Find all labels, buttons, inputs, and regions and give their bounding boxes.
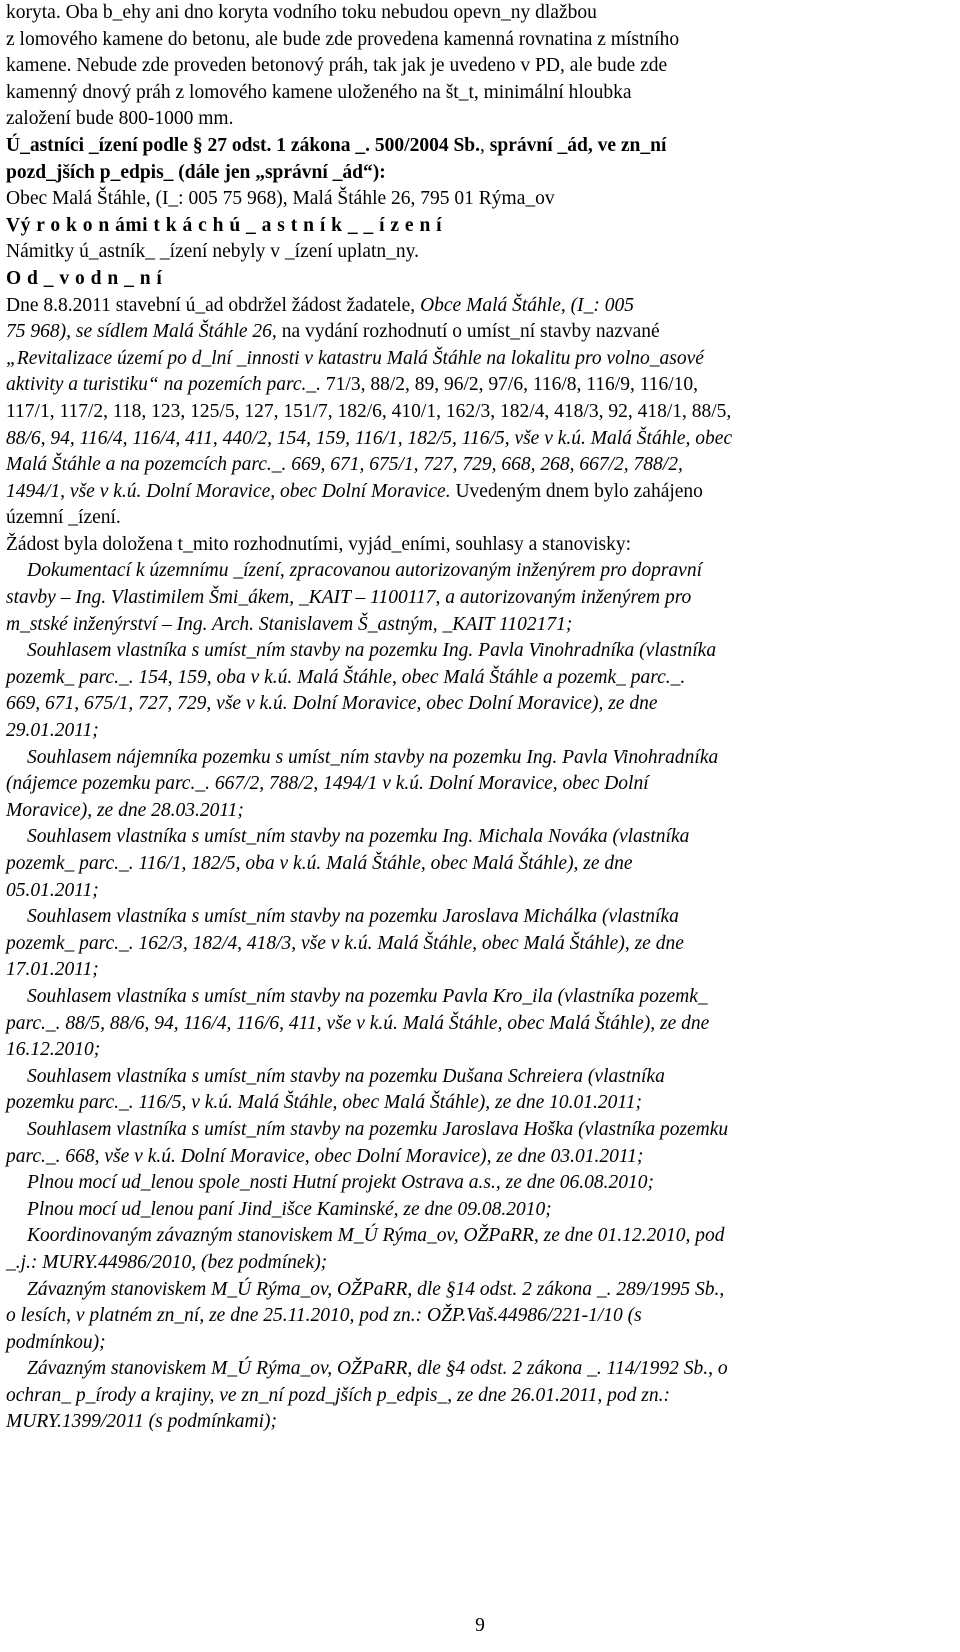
text-run: _.j.: MURY.44986/2010, (bez podmínek); <box>6 1251 328 1273</box>
doc-7-line-1 <box>6 1064 956 1091</box>
doc-8-line-1 <box>6 1117 956 1144</box>
text-run: „Revitalizace území po d_lní _innosti v katastru Malá Štáhle na lokalitu pro volno_asové <box>6 347 704 369</box>
doc-13-line-1 <box>6 1356 956 1383</box>
objections-heading <box>6 213 956 240</box>
doc-1-line-2 <box>6 585 956 612</box>
doc-12-line-3 <box>6 1330 956 1357</box>
doc-1-line-1 <box>6 558 956 585</box>
doc-12-line-2 <box>6 1303 956 1330</box>
text-run: Dokumentací k územnímu _ízení, zpracovanou autorizovaným inženýrem pro dopravní <box>27 560 702 582</box>
text-run: územní _ízení. <box>6 507 121 529</box>
text-run: kamene. Nebude zde proveden betonový práh, tak jak je uvedeno v PD, ale bude zde <box>6 55 668 77</box>
text-run: m_stské inženýrství – Ing. Arch. Stanislavem Š_astným, _KAIT 1102171; <box>6 613 573 635</box>
text-run: parc._. 88/5, 88/6, 94, 116/4, 116/6, 411, vše v k.ú. Malá Štáhle, obec Malá Štáhle), ze dne <box>6 1012 710 1034</box>
reasoning-line-1 <box>6 293 956 320</box>
text-run: Obec Malá Štáhle, (I_: 005 75 968), Malá Štáhle 26, 795 01 Rýma_ov <box>6 188 555 210</box>
doc-5-line-2 <box>6 931 956 958</box>
intro-line-3 <box>6 53 956 80</box>
text-run: Souhlasem vlastníka s umíst_ním stavby na pozemku Jaroslava Hoška (vlastníka pozemku <box>27 1118 729 1140</box>
text-run: Žádost byla doložena t_mito rozhodnutími, vyjád_eními, souhlasy a stanovisky: <box>6 533 631 555</box>
doc-4-line-1 <box>6 824 956 851</box>
doc-6-line-2 <box>6 1011 956 1038</box>
doc-13-line-2 <box>6 1383 956 1410</box>
text-run: 75 968), se sídlem Malá Štáhle 26, <box>6 321 277 343</box>
text-run: parc._. 668, vše v k.ú. Dolní Moravice, obec Dolní Moravice), ze dne 03.01.2011; <box>6 1145 644 1167</box>
text-run: pozemk_ parc._. 116/1, 182/5, oba v k.ú. Malá Štáhle, obec Malá Štáhle), ze dne <box>6 853 633 874</box>
participants-heading-2 <box>6 160 956 187</box>
intro-line-1 <box>6 0 956 27</box>
text-run: Obce Malá Štáhle, (I_: 005 <box>420 294 634 316</box>
text-run: Souhlasem nájemníka pozemku s umíst_ním stavby na pozemku Ing. Pavla Vinohradníka <box>27 746 719 768</box>
text-run: Ú_astníci _ízení podle § 27 odst. 1 zákona _. 500/2004 Sb. <box>6 134 481 156</box>
reasoning-line-6 <box>6 426 956 453</box>
intro-line-4 <box>6 80 956 107</box>
text-run: ochran_ p_írody a krajiny, ve zn_ní pozd_jších p_edpis_, ze dne 26.01.2011, pod zn.: <box>6 1384 671 1406</box>
doc-2-line-2 <box>6 665 956 692</box>
text-run: Vý r o k o n ámi t k á c h ú _ a s t n í k _ _ í z e n í <box>6 214 443 236</box>
doc-10-line-1 <box>6 1197 956 1224</box>
text-run: Závazným stanoviskem M_Ú Rýma_ov, OŽPaRR, dle §4 odst. 2 zákona _. 114/1992 Sb., o <box>27 1358 728 1380</box>
text-run: Koordinovaným závazným stanoviskem M_Ú Rýma_ov, OŽPaRR, ze dne 01.12.2010, pod <box>27 1225 725 1247</box>
text-run: správní _ád, ve zn_ní <box>489 134 667 156</box>
participants-heading-1 <box>6 133 956 160</box>
doc-11-line-1 <box>6 1223 956 1250</box>
reasoning-heading <box>6 266 956 293</box>
text-run: Malá Štáhle a na pozemcích parc._. 669, 671, 675/1, 727, 729, 668, 268, 667/2, 788/2, <box>6 454 683 476</box>
reasoning-line-4 <box>6 372 956 399</box>
doc-12-line-1 <box>6 1277 956 1304</box>
doc-5-line-1 <box>6 904 956 931</box>
text-run: 71/3, 88/2, 89, 96/2, 97/6, 116/8, 116/9, 116/10, <box>325 374 699 396</box>
doc-3-line-1 <box>6 745 956 772</box>
text-run: Moravice), ze dne 28.03.2011; <box>6 799 244 821</box>
text-run: 16.12.2010; <box>6 1039 101 1061</box>
doc-8-line-2 <box>6 1144 956 1171</box>
document-page <box>6 0 956 1436</box>
text-run: Souhlasem vlastníka s umíst_ním stavby na pozemku Dušana Schreiera (vlastníka <box>27 1065 665 1087</box>
objections-text <box>6 239 956 266</box>
doc-5-line-3 <box>6 957 956 984</box>
text-run: O d _ v o d n _ n í <box>6 267 163 289</box>
doc-4-line-2 <box>6 851 956 878</box>
text-run: 669, 671, 675/1, 727, 729, vše v k.ú. Dolní Moravice, obec Dolní Moravice), ze dne <box>6 693 658 715</box>
text-run: 17.01.2011; <box>6 959 99 981</box>
doc-2-line-3 <box>6 691 956 718</box>
page-number: 9 <box>475 1615 485 1636</box>
intro-line-5 <box>6 106 956 133</box>
reasoning-line-7 <box>6 452 956 479</box>
text-run: Souhlasem vlastníka s umíst_ním stavby na pozemku Ing. Pavla Vinohradníka (vlastníka <box>27 640 717 662</box>
text-run: Námitky ú_astník_ _ízení nebyly v _ízení uplatn_ny. <box>6 241 420 263</box>
reasoning-line-8 <box>6 479 956 506</box>
text-run: Plnou mocí ud_lenou paní Jind_išce Kaminské, ze dne 09.08.2010; <box>27 1198 552 1220</box>
text-run: Dne 8.8.2011 stavební ú_ad obdržel žádost žadatele, <box>6 294 421 316</box>
text-run: pozemk_ parc._. 162/3, 182/4, 418/3, vše v k.ú. Malá Štáhle, obec Malá Štáhle), ze dne <box>6 932 684 954</box>
reasoning-line-5 <box>6 399 956 426</box>
text-run: Plnou mocí ud_lenou spole_nosti Hutní projekt Ostrava a.s., ze dne 06.08.2010; <box>27 1172 655 1194</box>
doc-13-line-3 <box>6 1409 956 1436</box>
text-run: podmínkou); <box>6 1331 106 1353</box>
doc-9-line-1 <box>6 1170 956 1197</box>
text-run: stavby – Ing. Vlastimilem Šmi_ákem, _KAIT – 1100117, a autorizovaným inženýrem pro <box>6 587 692 609</box>
doc-6-line-1 <box>6 984 956 1011</box>
intro-line-2 <box>6 27 956 54</box>
doc-1-line-3 <box>6 612 956 639</box>
text-run: 05.01.2011; <box>6 879 99 901</box>
text-run: z lomového kamene do betonu, ale bude zde provedena kamenná rovnatina z místního <box>6 28 680 50</box>
doc-3-line-2 <box>6 771 956 798</box>
doc-6-line-3 <box>6 1037 956 1064</box>
text-run: založení bude 800-1000 mm. <box>6 108 234 130</box>
text-run: o lesích, v platném zn_ní, ze dne 25.11.2010, pod zn.: OŽP.Vaš.44986/221-1/10 (s <box>6 1305 642 1327</box>
text-run: Souhlasem vlastníka s umíst_ním stavby na pozemku Jaroslava Michálka (vlastníka <box>27 906 679 928</box>
text-run: pozemk_ parc._. 154, 159, oba v k.ú. Malá Štáhle, obec Malá Štáhle a pozemk_ parc._. <box>6 666 686 688</box>
text-run: Souhlasem vlastníka s umíst_ním stavby na pozemku Pavla Kro_ila (vlastníka pozemk_ <box>27 985 708 1007</box>
doc-2-line-4 <box>6 718 956 745</box>
text-run: koryta. Oba b_ehy ani dno koryta vodního toku nebudou opevn_ny dlažbou <box>6 2 597 23</box>
doc-7-line-2 <box>6 1090 956 1117</box>
text-run: pozemku parc._. 116/5, v k.ú. Malá Štáhle, obec Malá Štáhle), ze dne 10.01.2011; <box>6 1092 642 1114</box>
text-run: Souhlasem vlastníka s umíst_ním stavby na pozemku Ing. Michala Nováka (vlastníka <box>27 826 690 848</box>
doc-4-line-3 <box>6 878 956 905</box>
text-run: MURY.1399/2011 (s podmínkami); <box>6 1411 278 1433</box>
reasoning-line-3 <box>6 346 956 373</box>
reasoning-line-9 <box>6 505 956 532</box>
text-run: , <box>480 134 490 156</box>
text-run: 29.01.2011; <box>6 720 99 742</box>
text-run: pozd_jších p_edpis_ (dále jen „správní _ád“): <box>6 161 386 183</box>
doc-11-line-2 <box>6 1250 956 1277</box>
text-run: aktivity a turistiku“ na pozemích parc._. <box>6 374 326 396</box>
text-run: Závazným stanoviskem M_Ú Rýma_ov, OŽPaRR, dle §14 odst. 2 zákona _. 289/1995 Sb., <box>27 1278 725 1300</box>
text-run: 117/1, 117/2, 118, 123, 125/5, 127, 151/7, 182/6, 410/1, 162/3, 182/4, 418/3, 92, 418/1, 88/5, <box>6 400 732 422</box>
text-run: kamenný dnový práh z lomového kamene uloženého na št_t, minimální hloubka <box>6 81 632 103</box>
text-run: 88/6, 94, 116/4, 116/4, 411, 440/2, 154, 159, 116/1, 182/5, 116/5, vše v k.ú. Malá Štáhle, obec <box>6 427 733 449</box>
text-run: na vydání rozhodnutí o umíst_ní stavby nazvané <box>276 321 660 343</box>
text-run: (nájemce pozemku parc._. 667/2, 788/2, 1494/1 v k.ú. Dolní Moravice, obec Dolní <box>6 773 649 795</box>
text-run: 1494/1, vše v k.ú. Dolní Moravice, obec Dolní Moravice. <box>6 480 451 502</box>
doc-3-line-3 <box>6 798 956 825</box>
reasoning-line-2 <box>6 319 956 346</box>
documents-intro <box>6 532 956 559</box>
text-run: Uvedeným dnem bylo zahájeno <box>450 480 703 502</box>
doc-2-line-1 <box>6 638 956 665</box>
participant-line <box>6 186 956 213</box>
